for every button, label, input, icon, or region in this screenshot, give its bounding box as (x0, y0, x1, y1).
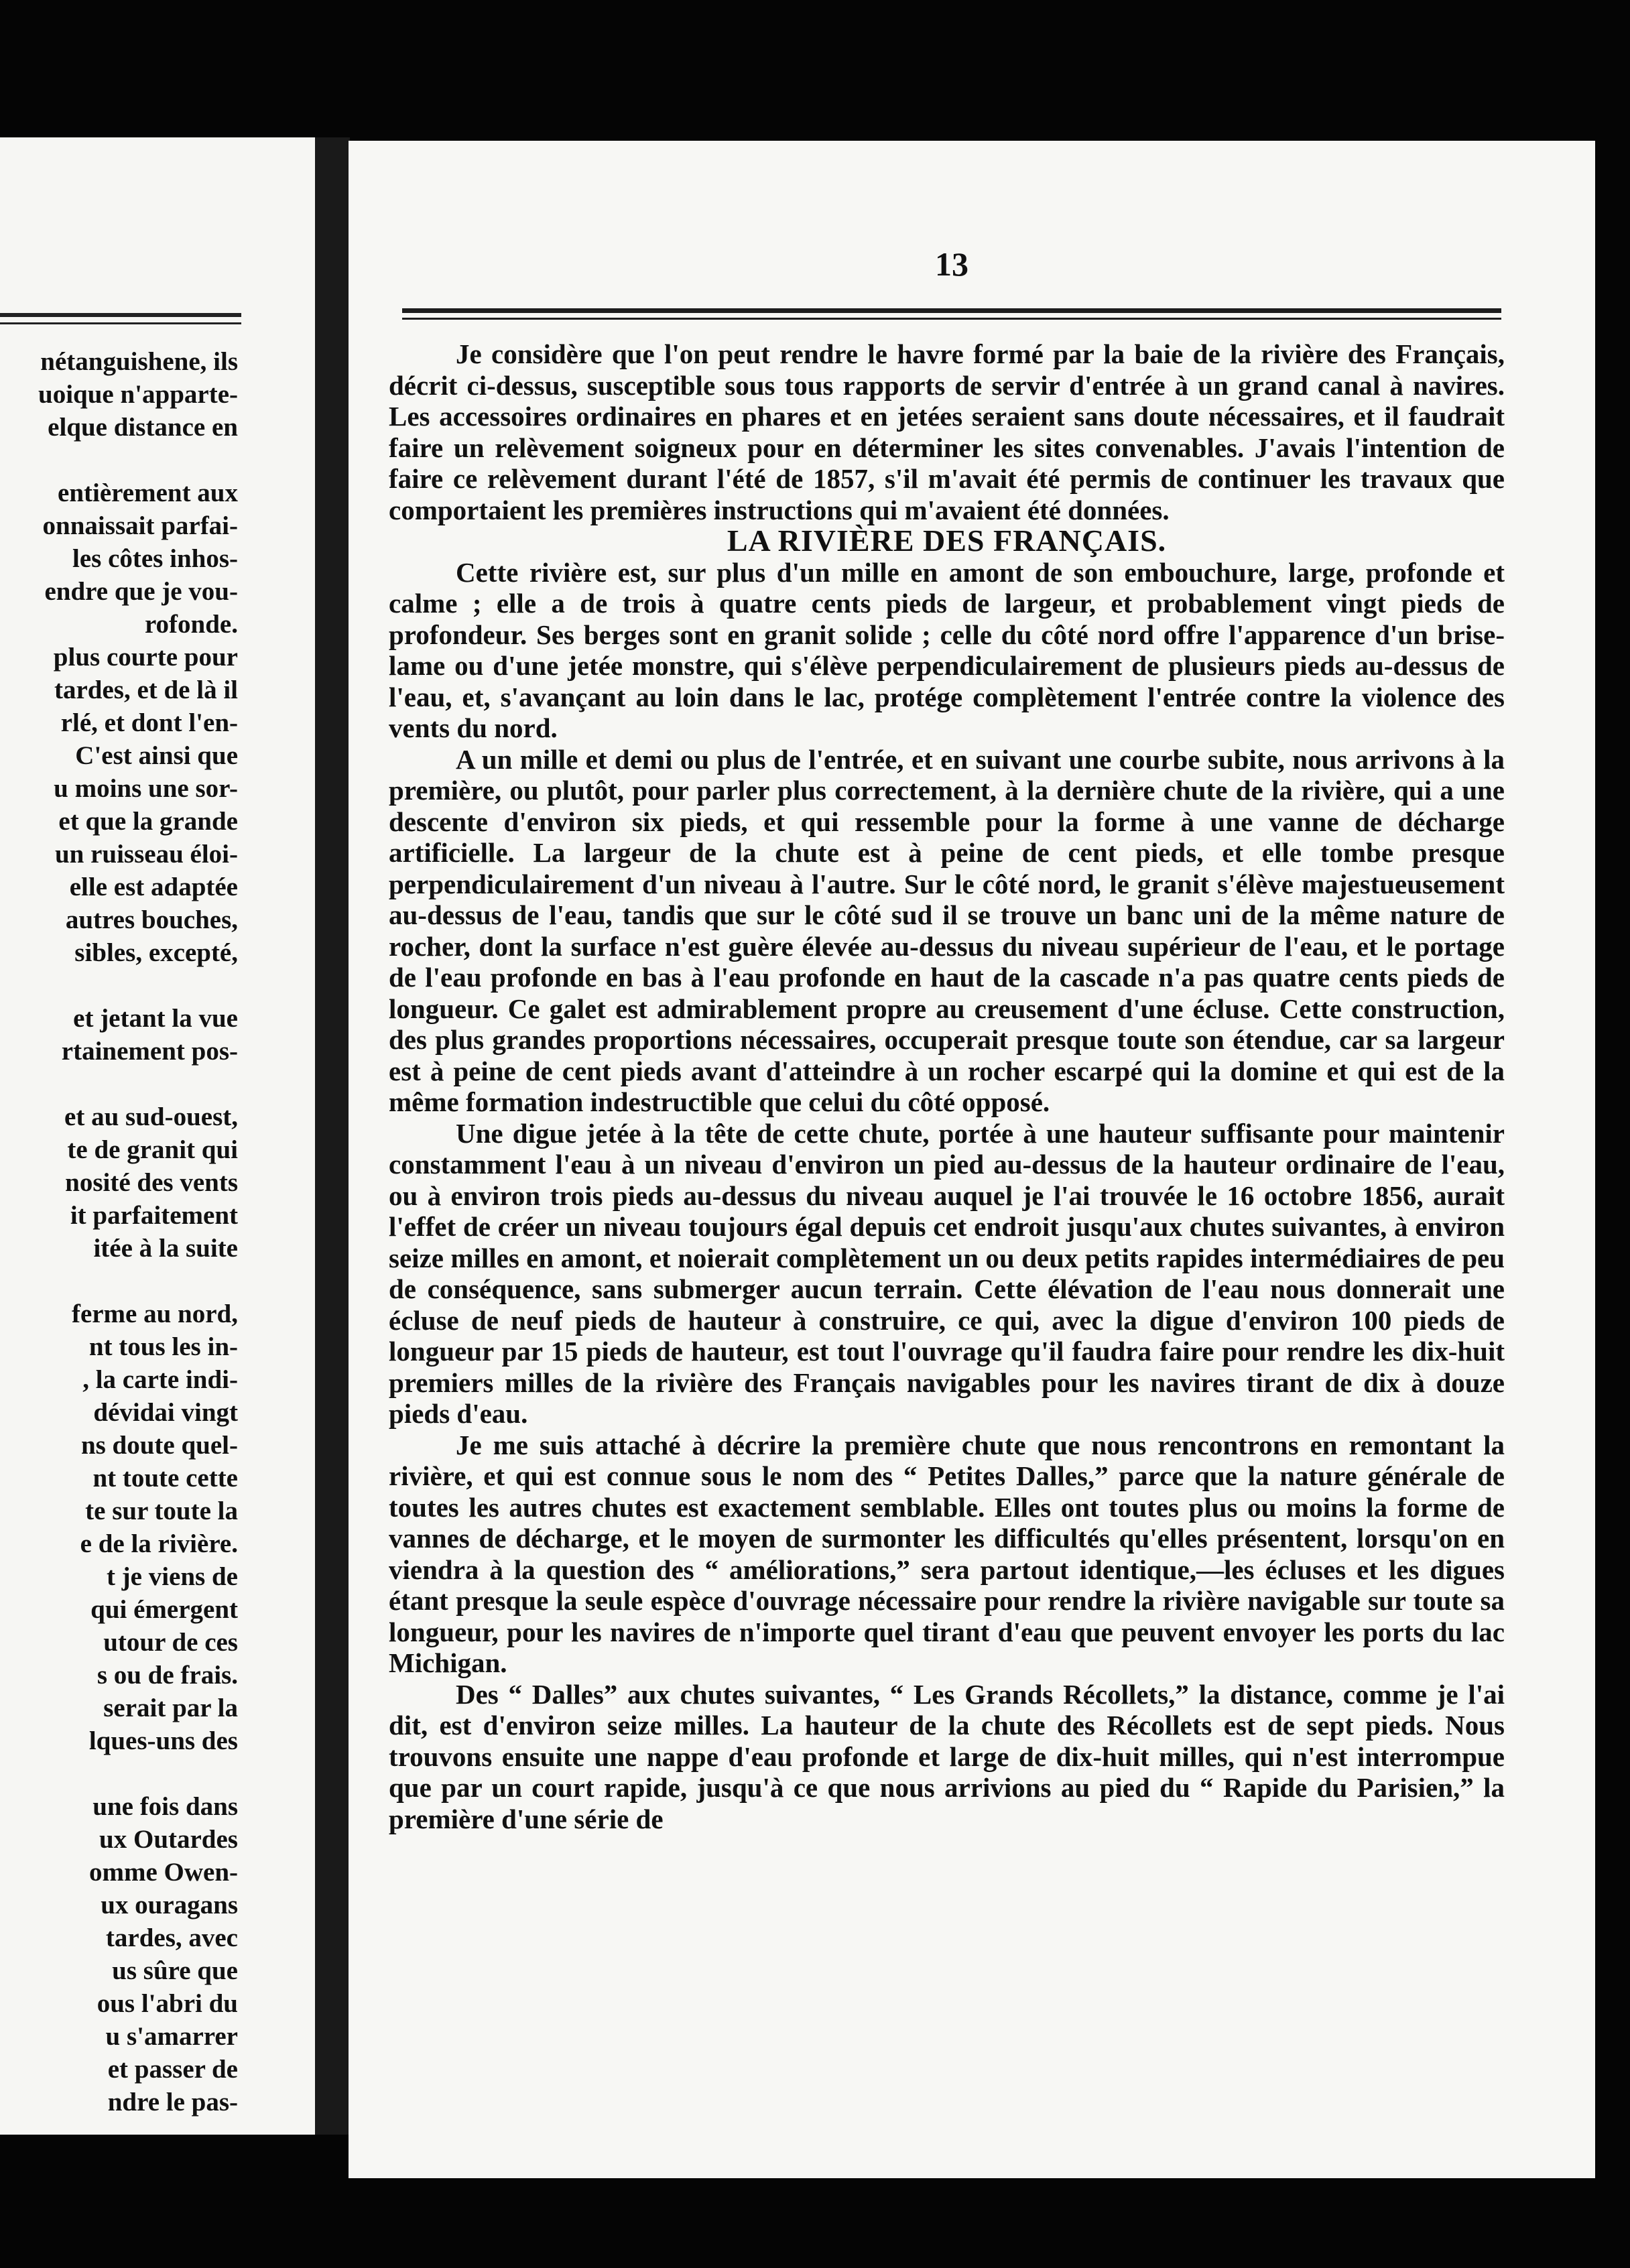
left-page-line: et que la grande (58, 807, 238, 836)
left-page-line: te de granit qui (67, 1135, 238, 1164)
left-page-line: , la carte indi- (82, 1365, 238, 1394)
left-page-line: us sûre que (112, 1956, 238, 1985)
left-page-line: s ou de frais. (97, 1661, 238, 1690)
left-page-line: elle est adaptée (69, 873, 238, 901)
header-rule-thin (402, 318, 1501, 320)
book-spine (315, 137, 350, 2135)
left-page-line: une fois dans (92, 1792, 238, 1821)
left-page-line: ous l'abri du (97, 1989, 238, 2018)
left-page-line: nt tous les in- (88, 1332, 238, 1361)
left-page-line (0, 1068, 238, 1100)
left-page-line: lques-uns des (88, 1726, 238, 1755)
left-page-line: rlé, et dont l'en- (60, 708, 238, 737)
paragraph: A un mille et demi ou plus de l'entrée, et en suivant une courbe subite, nous arrivons à la première, ou plutôt, pour parler plus correctement, à la dernière chute de la rivière, qui a une descente d'environ six pieds, et qui ressemble pour la forme à une vanne de décharge artificielle. La largeur de la chute est à peine de cent pieds, et elle tombe presque perpendiculairement d'un niveau à l'autre. Sur le côté nord, le granit s'élève majestueusement au-dessus de l'eau, tandis que sur le côté sud il se trouve un banc uni de la même nature de rocher, dont la surface n'est guère élevée au-dessus du niveau supérieur de l'eau, et le portage de l'eau profonde en bas à l'eau profonde en haut de la cascade n'a pas quatre cents pieds de longueur. Ce galet est admirablement propre au creusement d'une écluse. Cette construction, des plus grandes proportions nécessaires, occuperait presque toute son étendue, car sa largeur est à peine de cent pieds avant d'atteindre à un rocher escarpé qui la domine et qui est de la même formation indestructible que celui du côté opposé. (389, 743, 1505, 1117)
left-page-text (0, 345, 238, 2119)
left-page-line: nt toute cette (92, 1464, 238, 1493)
left-page-line: u moins une sor- (54, 774, 238, 803)
left-page-line: utour de ces (103, 1628, 238, 1657)
paragraph: Des “ Dalles” aux chutes suivantes, “ Les Grands Récollets,” la distance, comme je l'ai dit, est d'environ seize milles. La hauteur de la chute des Récollets est de sept pieds. Nous trouvons ensuite une nappe d'eau profonde et large de dix-huit milles, qui n'est interrompue que par un court rapide, jusqu'à ce que nous arrivions au pied du “ Rapide du Parisien,” la première d'une série de (389, 1678, 1505, 1834)
left-page-line: endre que je vou- (44, 577, 238, 606)
left-page-line: ferme au nord, (71, 1300, 238, 1328)
left-page-line: plus courte pour (53, 643, 238, 672)
left-page-line: u s'amarrer (105, 2022, 238, 2051)
left-page-line: les côtes inhos- (72, 544, 238, 573)
left-page-line: onnaissait parfai- (42, 511, 238, 540)
left-page-line: et au sud-ouest, (64, 1102, 238, 1131)
left-page-line: qui émergent (90, 1595, 238, 1624)
left-page-line: et jetant la vue (73, 1004, 238, 1033)
left-page-line (0, 969, 238, 1002)
left-page-line: itée à la suite (93, 1234, 238, 1263)
header-rule (402, 308, 1501, 313)
left-page-line: nosité des vents (65, 1168, 238, 1197)
left-page-line: sibles, excepté, (74, 938, 238, 967)
left-page-line: te sur toute la (85, 1497, 238, 1525)
section-title: LA RIVIÈRE DES FRANÇAIS. (727, 523, 1167, 558)
left-page-line: tardes, avec (105, 1924, 238, 1952)
left-page-line: autres bouches, (65, 905, 238, 934)
left-page-line: rtainement pos- (61, 1037, 238, 1066)
left-header-rule (0, 313, 241, 317)
paragraph: Une digue jetée à la tête de cette chute, portée à une hauteur suffisante pour maintenir constamment l'eau à un niveau d'environ un pied au-dessus de la hauteur ordinaire de l'eau, ou à environ trois pieds au-dessus du niveau auquel je l'ai trouvée le 16 octobre 1856, aurait l'effet de créer un niveau toujours égal depuis cet endroit jusqu'aux chutes suivantes, à environ seize milles en amont, et noierait complètement un ou deux petits rapides intermédiaires de peu de conséquence, sans submerger aucun terrain. Cette élévation de l'eau nous donnerait une écluse de neuf pieds de hauteur à construire, ce qui, avec la digue d'environ 100 pieds de longueur par 15 pieds de hauteur, est tout l'ouvrage qu'il faudra faire pour rendre les dix-huit premiers milles de la rivière des Français navigables pour les navires tirant de dix à douze pieds d'eau. (389, 1117, 1505, 1429)
left-page-line: ux ouragans (101, 1891, 238, 1919)
left-page-line: it parfaitement (70, 1201, 238, 1230)
left-page-line: ux Outardes (99, 1825, 238, 1854)
left-page-line: nétanguishene, ils (40, 347, 238, 376)
left-page-line (0, 1265, 238, 1298)
left-page-line: ndre le pas- (107, 2088, 238, 2117)
left-page-line: C'est ainsi que (75, 741, 238, 770)
left-page-line: dévidai vingt (93, 1398, 238, 1427)
left-page-line: t je viens de (106, 1562, 238, 1591)
paragraph: Je me suis attaché à décrire la première chute que nous rencontrons en remontant la rivière, et qui est connue sous le nom des “ Petites Dalles,” parce que la nature générale de toutes les autres chutes est exactement semblable. Elles ont toutes plus ou moins la forme de vannes de décharge, et le moyen de surmonter les difficultés qu'elles présentent, lorsqu'on en viendra à la question des “ améliorations,” sera partout identique,—les écluses et les digues étant presque la seule espèce d'ouvrage nécessaire pour rendre la rivière navigable sur toute sa longueur, pour les navires de n'importe quel tirant d'eau que peuvent envoyer les ports du lac Michigan. (389, 1429, 1505, 1678)
left-page-line: un ruisseau éloi- (54, 840, 238, 869)
paragraph: Cette rivière est, sur plus d'un mille en amont de son embouchure, large, profonde et calme ; elle a de trois à quatre cents pieds de largeur, et probablement vingt pieds de profondeur. Ses berges sont en granit solide ; celle du côté nord offre l'apparence d'un brise-lame ou d'une jetée monstre, qui s'élève perpendiculairement de plusieurs pieds au-dessus de l'eau, et, s'avançant au loin dans le lac, protége complètement l'entrée contre la violence des vents du nord. (389, 556, 1505, 743)
left-page (0, 137, 315, 2135)
left-page-line (0, 444, 238, 477)
left-page-line: tardes, et de là il (54, 676, 238, 704)
left-page-line: ns doute quel- (80, 1431, 238, 1460)
left-page-line: entièrement aux (58, 479, 238, 507)
page-number: 13 (935, 245, 968, 283)
paragraph: Je considère que l'on peut rendre le havre formé par la baie de la rivière des Français, décrit ci-dessus, susceptible sous tous rapports de servir d'entrée à un grand canal à navires. Les accessoires ordinaires en phares et en jetées seraient sans doute nécessaires, et il faudrait faire un relèvement soigneux pour en déterminer les sites convenables. J'avais l'intention de faire ce relèvement durant l'été de 1857, s'il m'avait été permis de continuer les travaux que comportaient les premières instructions qui m'avaient été données. (389, 338, 1505, 525)
left-page-line (0, 1757, 238, 1790)
left-header-rule-thin (0, 322, 241, 324)
left-page-line: omme Owen- (88, 1858, 238, 1887)
left-page-line: et passer de (107, 2055, 238, 2084)
left-page-line: rofonde. (144, 610, 238, 639)
left-page-line: e de la rivière. (80, 1529, 238, 1558)
page-body (389, 338, 1505, 1834)
left-page-line: serait par la (103, 1694, 238, 1722)
left-page-line: elque distance en (48, 413, 238, 442)
left-page-line: uoique n'apparte- (38, 380, 238, 409)
